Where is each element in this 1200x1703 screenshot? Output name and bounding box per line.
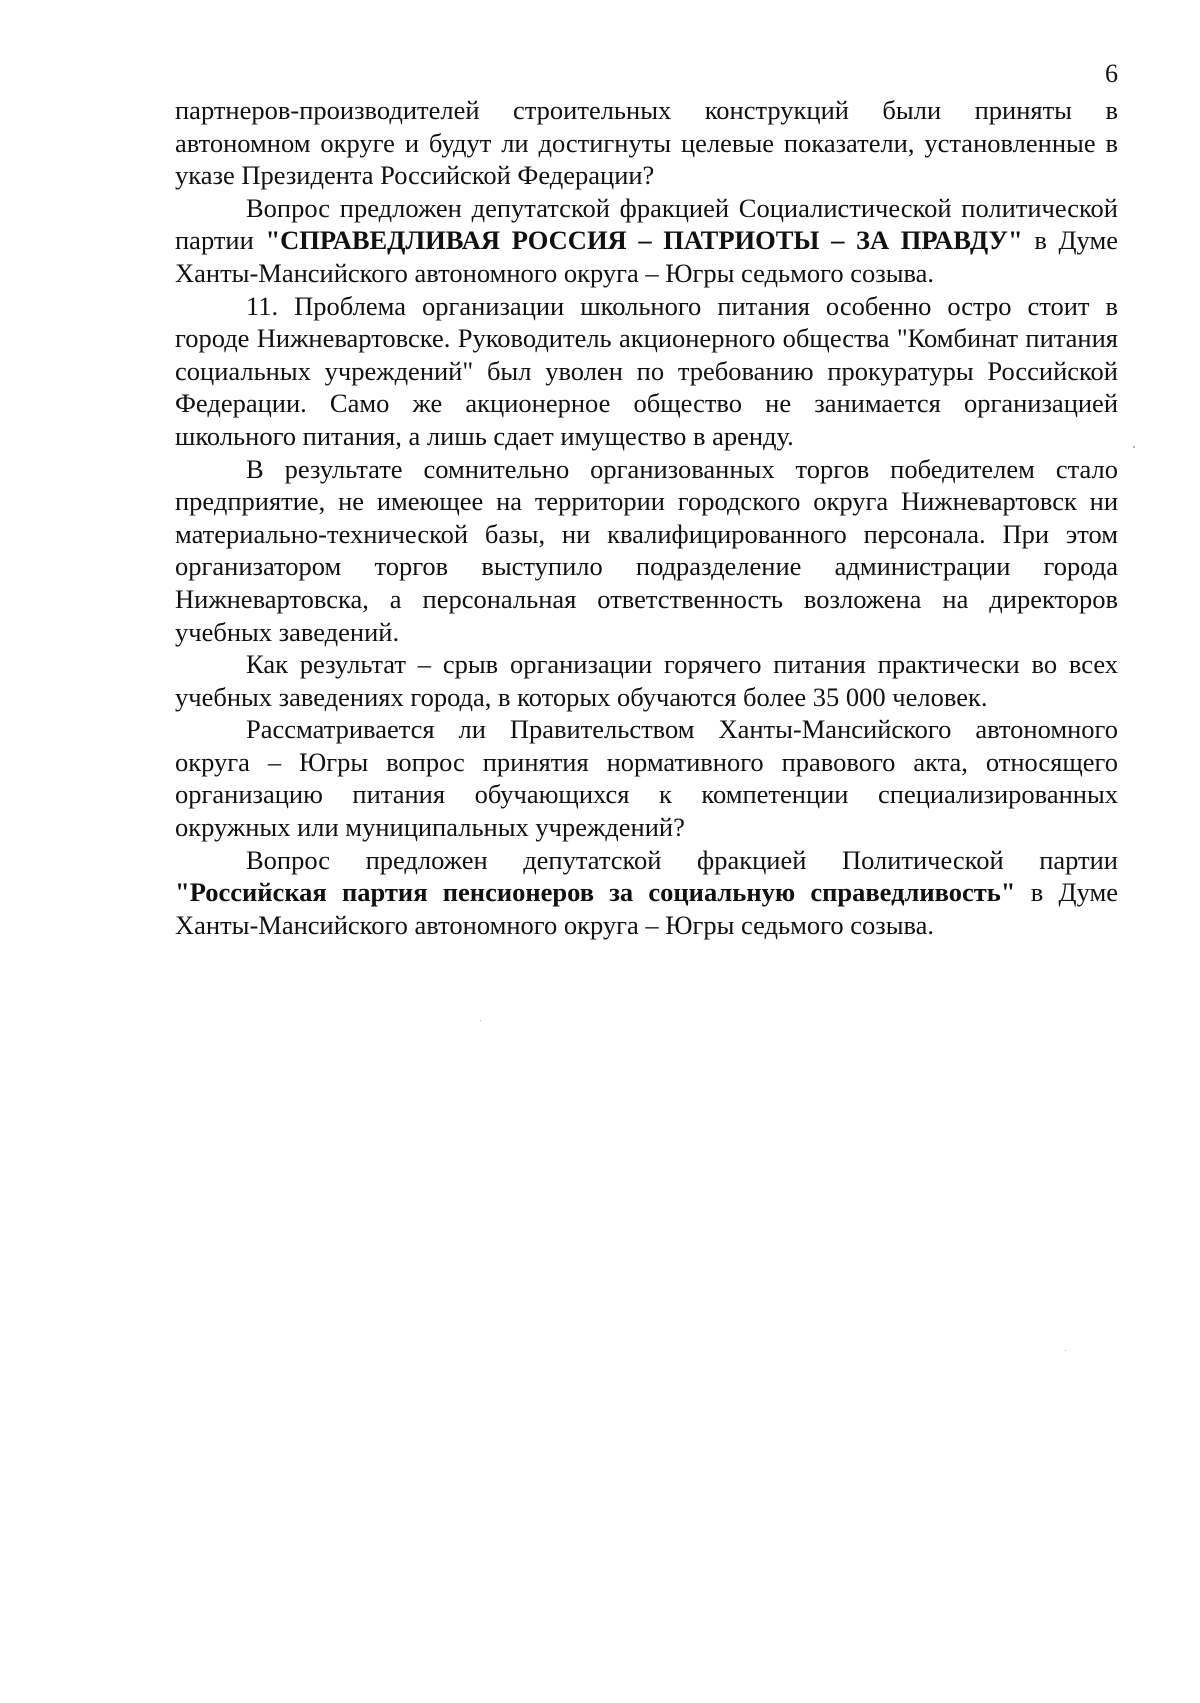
paragraph-text: В результате сомнительно организованных торгов победителем стало предприятие, не имеющее на территории городского округа Нижневартовск ни материально-технической базы, ни квалифицированного персонала. При этом организатором торгов выступило подразделение администрации города Нижневартовска, а персональная ответственность возложена на директоров учебных заведений.: [175, 453, 1118, 647]
paragraph-text: Рассматривается ли Правительством Ханты-Мансийского автономного округа – Югры вопрос принятия нормативного правового акта, относящего организацию питания обучающихся к компетенции специализированных окружных или муниципальных учреждений?: [175, 714, 1118, 843]
paragraph-faction-sr: [175, 192, 1118, 290]
paragraph-faction-pensioners: [175, 844, 1118, 942]
paragraph-text: Как результат – срыв организации горячего питания практически во всех учебных заведениях города, в которых обучаются более 35 000 человек.: [175, 649, 1118, 712]
paragraph-text: Вопрос предложен депутатской фракцией Социалистической политической партии: [175, 192, 1118, 256]
paragraph-text: 11. Проблема организации школьного питания особенно остро стоит в городе Нижневартовске. Руководитель акционерного общества "Комбинат питания социальных учреждений" был уволен по требованию прокуратуры Российской Федерации. Само же акционерное общество не занимается организацией школьного питания, а лишь сдает имущество в аренду.: [175, 290, 1118, 451]
document-body: [175, 94, 1118, 941]
page-number: 6: [1105, 59, 1118, 88]
paragraph-result: [175, 648, 1118, 713]
party-name-bold: "Российская партия пенсионеров за социальную справедливость": [175, 877, 1016, 908]
paragraph-text: в Думе Ханты-Мансийского автономного округа – Югры седьмого созыва.: [175, 225, 1118, 288]
party-name-bold: "СПРАВЕДЛИВАЯ РОССИЯ – ПАТРИОТЫ – ЗА ПРАВДУ": [265, 225, 1023, 256]
scan-speck: [480, 1020, 481, 1021]
paragraph-text: партнеров-производителей строительных конструкций были приняты в автономном округе и будут ли достигнуты целевые показатели, установленные в указе Президента Российской Федерации?: [175, 95, 1118, 191]
paragraph-tender: [175, 453, 1118, 649]
paragraph-question: [175, 713, 1118, 843]
scan-speck: [1133, 446, 1135, 448]
paragraph-question-11: [175, 290, 1118, 453]
scan-speck: [1065, 1350, 1066, 1351]
paragraph-text: Вопрос предложен депутатской фракцией Политической партии: [246, 844, 1118, 875]
paragraph-text: в Думе Ханты-Мансийского автономного округа – Югры седьмого созыва.: [175, 877, 1118, 940]
paragraph-continuation: [175, 94, 1118, 192]
